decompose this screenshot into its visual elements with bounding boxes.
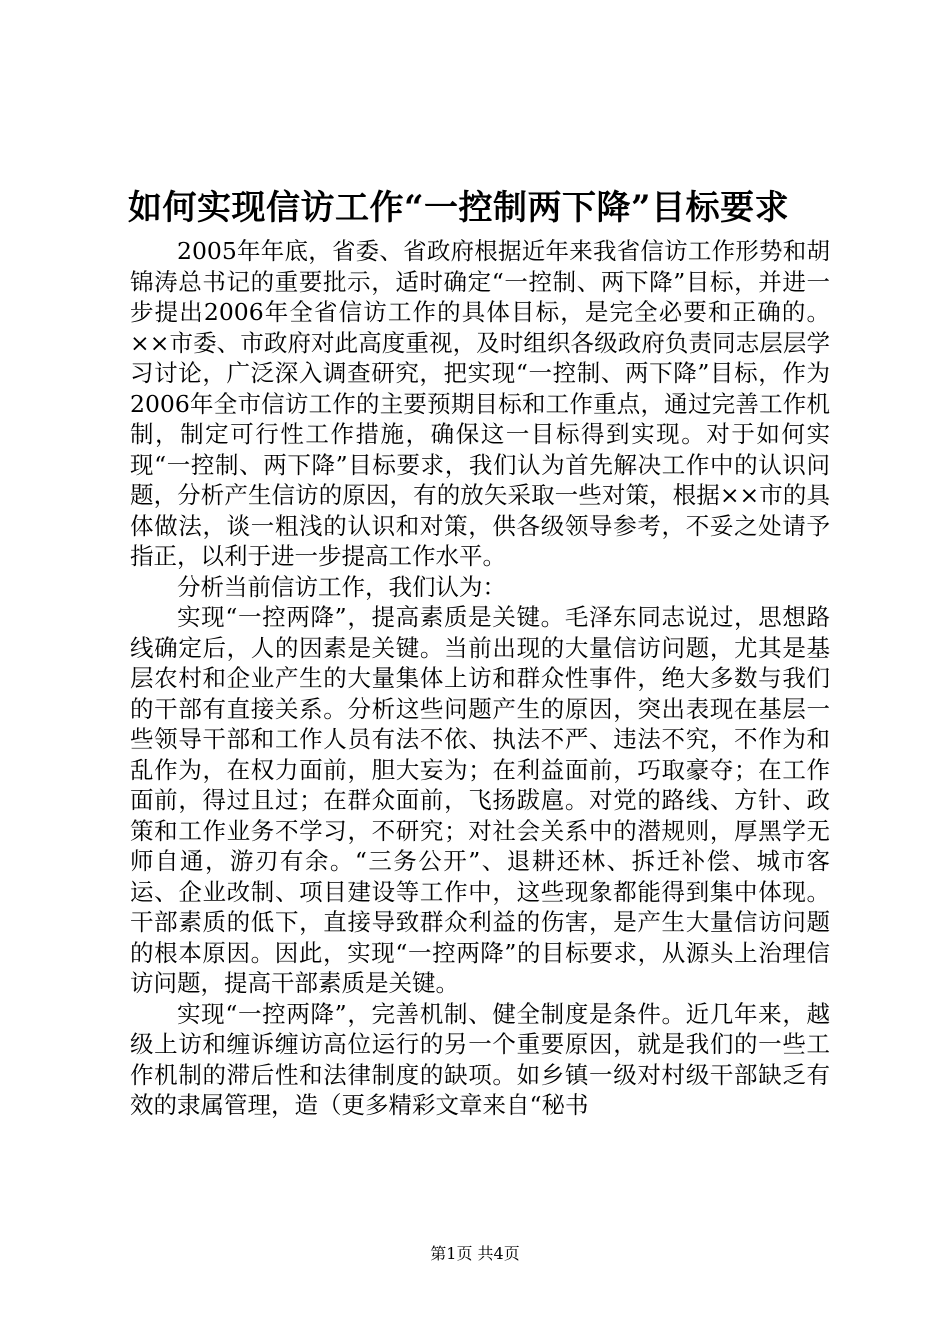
paragraph-intro: 2005年年底，省委、省政府根据近年来我省信访工作形势和胡锦涛总书记的重要批示，适时确定“一控制、两下降”目标，并进一步提出2006年全省信访工作的具体目标，是完全必要和正确的。××市委、市政府对此高度重视，及时组织各级政府负责同志层层学习讨论，广泛深入调查研究，把实现“一控制、两下降”目标，作为2006年全市信访工作的主要预期目标和工作重点，通过完善工作机制，制定可行性工作措施，确保这一目标得到实现。对于如何实现“一控制、两下降”目标要求，我们认为首先解决工作中的认识问题，分析产生信访的原因，有的放矢采取一些对策，根据××市的具体做法，谈一粗浅的认识和对策，供各级领导参考，不妥之处请予指正，以利于进一步提高工作水平。 [130, 237, 830, 570]
document-title: 如何实现信访工作“一控制两下降”目标要求 [128, 188, 790, 228]
paragraph-quality-key: 实现“一控两降”，提高素质是关键。毛泽东同志说过，思想路线确定后，人的因素是关键。当前出现的大量信访问题，尤其是基层农村和企业产生的大量集体上访和群众性事件，绝大多数与我们的干部有直接关系。分析这些问题产生的原因，突出表现在基层一些领导干部和工作人员有法不依、执法不严、违法不究，不作为和乱作为，在权力面前，胆大妄为；在利益面前，巧取豪夺；在工作面前，得过且过；在群众面前，飞扬跋扈。对党的路线、方针、政策和工作业务不学习，不研究；对社会关系中的潜规则，厚黑学无师自通，游刃有余。“三务公开”、退耕还林、拆迁补偿、城市客运、企业改制、项目建设等工作中，这些现象都能得到集中体现。干部素质的低下，直接导致群众利益的伤害，是产生大量信访问题的根本原因。因此，实现“一控两降”的目标要求，从源头上治理信访问题，提高干部素质是关键。 [130, 603, 830, 997]
paragraph-mechanism-condition: 实现“一控两降”，完善机制、健全制度是条件。近几年来，越级上访和缠诉缠访高位运行的另一个重要原因，就是我们的一些工作机制的滞后性和法律制度的缺项。如乡镇一级对村级干部缺乏有效的隶属管理，造（更多精彩文章来自“秘书 [130, 999, 830, 1119]
paragraph-analysis-lead: 分析当前信访工作，我们认为： [177, 572, 506, 601]
document-body [130, 236, 830, 1121]
page-number-footer: 第1页 共4页 [430, 1244, 520, 1263]
